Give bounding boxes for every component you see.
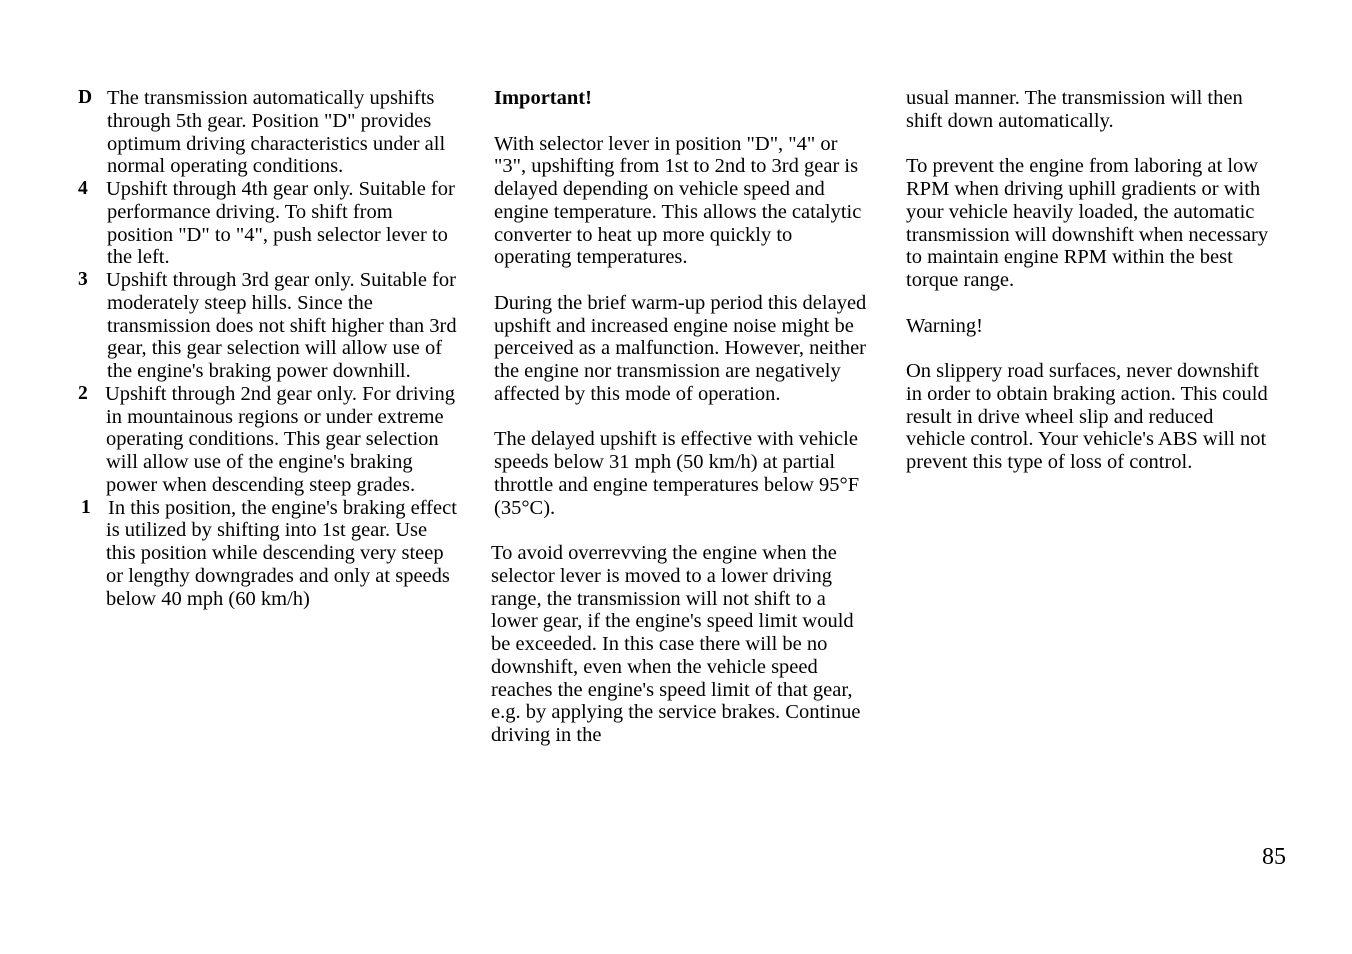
gear-position-3 [78,269,458,383]
overrevving-paragraph: To avoid overrevving the engine when the selector lever is moved to a lower driving range, the transmission will not shift to a lower gear, if the engine's speed limit would be exceeded. In this case there will be no downshift, even when the vehicle speed reaches the engine's speed limit of that gear, e.g. by applying the service brakes. Continue driving in the [491,542,861,746]
important-heading: Important! [494,87,592,109]
gear-description-4: Upshift through 4th gear only. Suitable for performance driving. To shift from position "D" to "4", push selector lever to the left. [106,178,455,269]
delayed-upshift-paragraph: With selector lever in position "D", "4" or "3", upshifting from 1st to 2nd to 3rd gear is delayed depending on vehicle speed and engine temperature. This allows the catalytic converter to heat up more quickly to operating temperatures. [494,132,862,269]
slippery-road-paragraph: On slippery road surfaces, never downshift in order to obtain braking action. This could result in drive wheel slip and reduced vehicle control. Your vehicle's ABS will not prevent this type of loss of control. [906,360,1268,473]
warning-heading: Warning! [906,314,983,337]
gear-position-d [78,87,458,178]
warm-up-paragraph: During the brief warm-up period this delayed upshift and increased engine noise might be perceived as a malfunction. However, neither the engine nor transmission are negatively affected by this mode of operation. [494,291,867,405]
gear-key-4: 4 [78,178,88,199]
paragraph-gap [494,110,869,133]
gear-key-3: 3 [78,269,88,290]
gear-position-4 [78,178,458,269]
continuation-paragraph: usual manner. The transmission will then shift down automatically. [906,87,1243,132]
middle-column [491,87,869,747]
laboring-paragraph: To prevent the engine from laboring at low RPM when driving uphill gradients or with your vehicle heavily loaded, the automatic transmission will downshift when necessary to maintain engine RPM within the best torque range. [906,155,1269,291]
gear-description-3: Upshift through 3rd gear only. Suitable for moderately steep hills. Since the transmission does not shift higher than 3rd gear, this gear selection will allow use of the engine's braking power downhill. [106,269,457,382]
paragraph-gap [494,269,869,292]
gear-key-1: 1 [81,496,91,518]
gear-position-2 [78,383,458,497]
gear-position-1 [78,497,458,611]
gear-key-2: 2 [78,382,88,404]
gear-description-1: In this position, the engine's braking effect is utilized by shifting into 1st gear. Use this position while descending very steep or lengthy downgrades and only at speeds below 40 mph (60 km/h) [106,496,457,610]
page-number: 85 [1262,844,1286,870]
paragraph-gap [906,337,1276,360]
paragraph-gap [906,292,1276,315]
gear-description-d: The transmission automatically upshifts through 5th gear. Position "D" provides optimum driving characteristics under all normal operating conditions. [107,87,446,178]
effective-speeds-paragraph: The delayed upshift is effective with vehicle speeds below 31 mph (50 km/h) at partial throttle and engine temperatures below 95°F (35°C). [494,428,860,519]
gear-description-2: Upshift through 2nd gear only. For driving in mountainous regions or under extreme operating conditions. This gear selection will allow use of the engine's braking power when descending steep grades. [105,382,455,496]
paragraph-gap [494,406,869,429]
right-column [906,87,1276,474]
left-column [78,87,458,610]
paragraph-gap [906,133,1276,156]
paragraph-gap [494,519,869,542]
gear-key-d: D [78,87,93,108]
